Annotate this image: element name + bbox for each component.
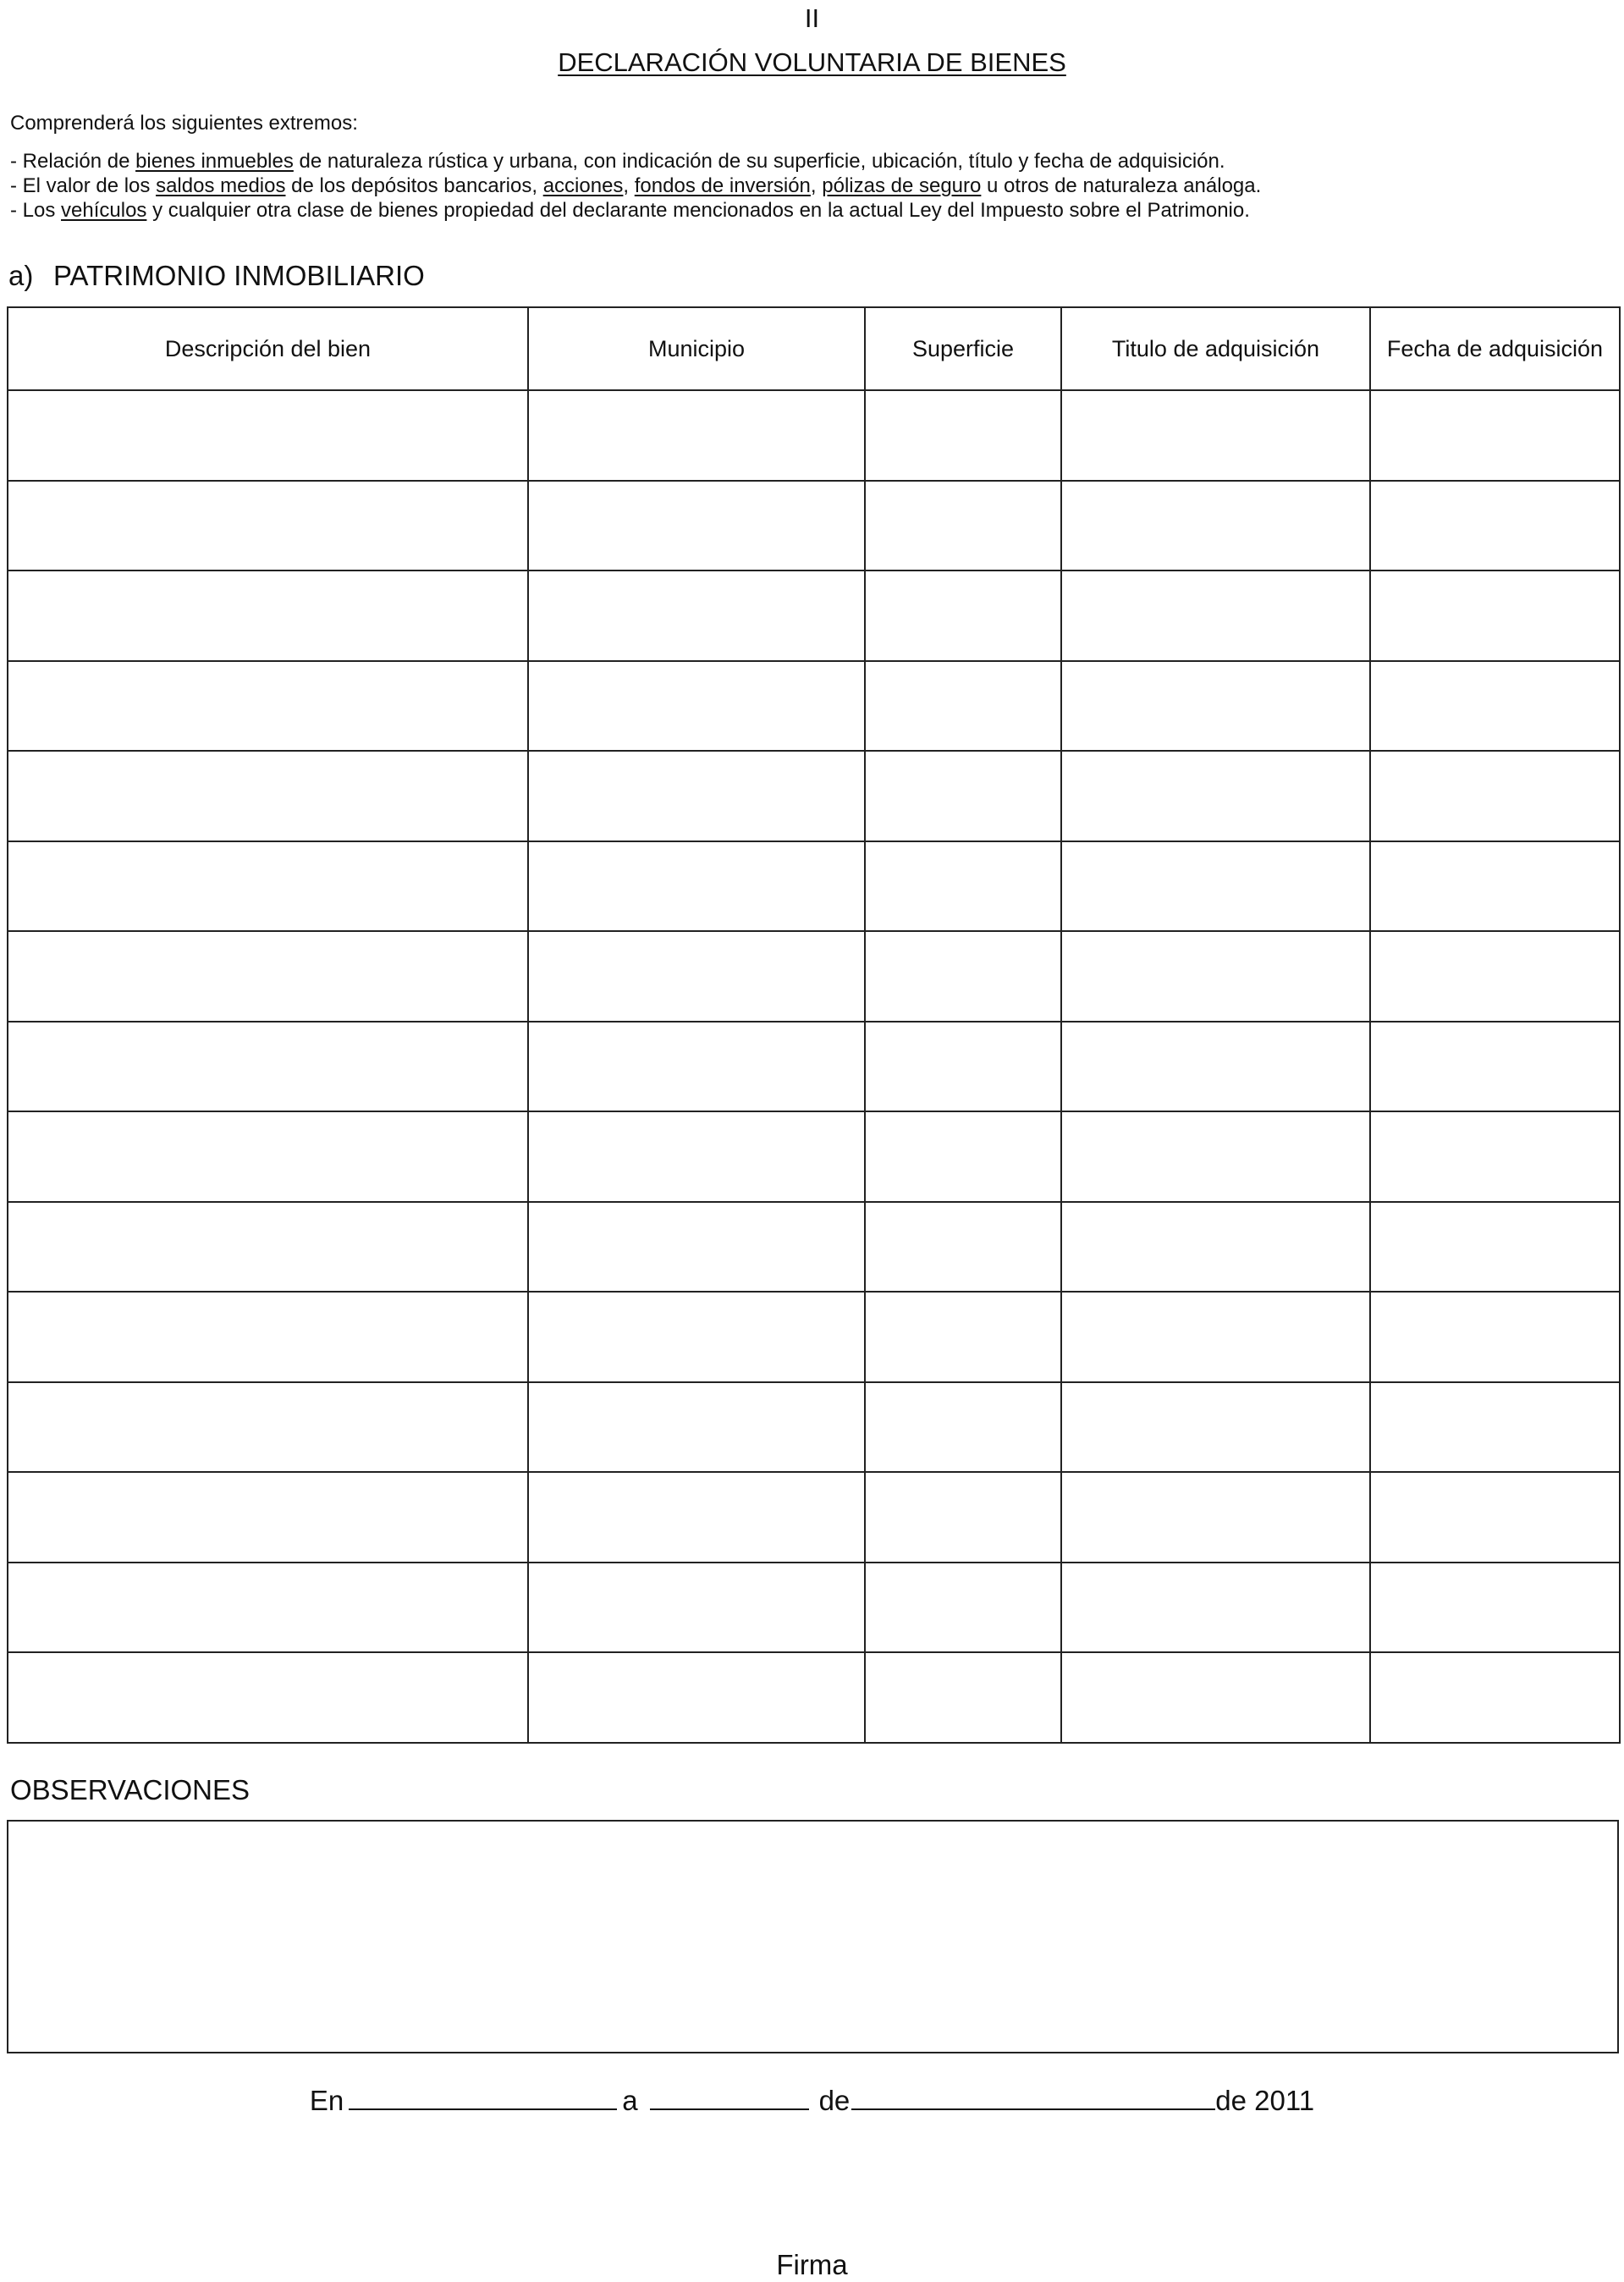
table-row <box>8 1022 1620 1112</box>
table-cell[interactable] <box>528 1472 865 1563</box>
table-cell[interactable] <box>1061 1202 1370 1293</box>
table-row <box>8 1382 1620 1473</box>
table-cell[interactable] <box>8 751 528 841</box>
form-title-text: DECLARACIÓN VOLUNTARIA DE BIENES <box>558 47 1066 77</box>
table-cell[interactable] <box>1370 1382 1620 1473</box>
table-cell[interactable] <box>1370 1652 1620 1743</box>
table-row <box>8 661 1620 752</box>
month-blank[interactable] <box>851 2085 1215 2110</box>
intro-text: Comprenderá los siguientes extremos: <box>10 112 358 135</box>
table-cell[interactable] <box>1061 1022 1370 1112</box>
table-cell[interactable] <box>1370 931 1620 1022</box>
signature-label: Firma <box>776 2249 848 2280</box>
table-cell[interactable] <box>8 1563 528 1653</box>
table-cell[interactable] <box>8 1292 528 1382</box>
table-cell[interactable] <box>528 931 865 1022</box>
real-estate-table <box>7 306 1621 1744</box>
text: de naturaleza rústica y urbana, con indicación de su superficie, ubicación, título y fecha de adquisición. <box>293 150 1225 173</box>
table-row <box>8 931 1620 1022</box>
table-cell[interactable] <box>1370 751 1620 841</box>
table-row <box>8 1111 1620 1202</box>
table-cell[interactable] <box>1061 1472 1370 1563</box>
observations-label: OBSERVACIONES <box>10 1774 250 1805</box>
table-cell[interactable] <box>1370 841 1620 932</box>
table-cell[interactable] <box>528 481 865 571</box>
table-cell[interactable] <box>1370 390 1620 481</box>
table-cell[interactable] <box>1061 1652 1370 1743</box>
observations-box[interactable] <box>7 1820 1619 2053</box>
table-row <box>8 1472 1620 1563</box>
table-cell[interactable] <box>865 1111 1061 1202</box>
table-cell[interactable] <box>8 1202 528 1293</box>
table-cell[interactable] <box>865 1563 1061 1653</box>
table-cell[interactable] <box>8 481 528 571</box>
table-cell[interactable] <box>1370 1111 1620 1202</box>
table-cell[interactable] <box>1061 931 1370 1022</box>
text: - Los <box>10 199 62 222</box>
table-cell[interactable] <box>8 931 528 1022</box>
table-cell[interactable] <box>528 1652 865 1743</box>
table-cell[interactable] <box>865 1652 1061 1743</box>
table-cell[interactable] <box>528 661 865 752</box>
table-cell[interactable] <box>865 570 1061 661</box>
table-cell[interactable] <box>528 841 865 932</box>
column-header-municipality: Municipio <box>528 307 865 390</box>
table-cell[interactable] <box>1061 841 1370 932</box>
table-cell[interactable] <box>528 1382 865 1473</box>
table-cell[interactable] <box>1370 481 1620 571</box>
table-cell[interactable] <box>1061 1111 1370 1202</box>
text: de los depósitos bancarios, <box>285 174 543 197</box>
table-cell[interactable] <box>8 1652 528 1743</box>
table-cell[interactable] <box>865 1472 1061 1563</box>
table-cell[interactable] <box>1370 1202 1620 1293</box>
table-cell[interactable] <box>1370 1292 1620 1382</box>
date-year-label: de 2011 <box>1215 2085 1315 2116</box>
table-cell[interactable] <box>1061 481 1370 571</box>
table-cell[interactable] <box>865 841 1061 932</box>
table-header-row <box>8 307 1620 390</box>
table-cell[interactable] <box>8 1472 528 1563</box>
table-cell[interactable] <box>1370 1472 1620 1563</box>
requirements-list <box>10 149 1261 223</box>
table-cell[interactable] <box>8 1111 528 1202</box>
date-a-label: a <box>622 2085 638 2116</box>
place-blank[interactable] <box>349 2085 617 2110</box>
table-cell[interactable] <box>1061 570 1370 661</box>
text: , <box>810 174 823 197</box>
table-cell[interactable] <box>865 661 1061 752</box>
column-header-acquisition-date: Fecha de adquisición <box>1370 307 1620 390</box>
table-cell[interactable] <box>1370 1022 1620 1112</box>
table-row <box>8 1202 1620 1293</box>
table-cell[interactable] <box>8 390 528 481</box>
table-cell[interactable] <box>1061 661 1370 752</box>
table-cell[interactable] <box>1061 390 1370 481</box>
table-cell[interactable] <box>1370 1563 1620 1653</box>
table-row <box>8 481 1620 571</box>
table-cell[interactable] <box>528 1202 865 1293</box>
table-cell[interactable] <box>1370 661 1620 752</box>
table-cell[interactable] <box>865 931 1061 1022</box>
underlined-term: acciones <box>542 174 624 197</box>
table-cell[interactable] <box>865 1382 1061 1473</box>
table-row <box>8 1292 1620 1382</box>
table-cell[interactable] <box>865 1202 1061 1293</box>
table-body <box>8 390 1620 1743</box>
table-cell[interactable] <box>8 1382 528 1473</box>
table-cell[interactable] <box>1061 1563 1370 1653</box>
table-row <box>8 390 1620 481</box>
table-cell[interactable] <box>528 1292 865 1382</box>
form-title <box>0 44 1624 81</box>
day-blank[interactable] <box>650 2085 809 2110</box>
table-cell[interactable] <box>8 661 528 752</box>
table-cell[interactable] <box>1061 1382 1370 1473</box>
underlined-term: vehículos <box>61 199 147 222</box>
table-cell[interactable] <box>865 751 1061 841</box>
table-row <box>8 570 1620 661</box>
underlined-term: fondos de inversión <box>634 174 811 197</box>
table-cell[interactable] <box>865 1022 1061 1112</box>
table-cell[interactable] <box>8 841 528 932</box>
table-cell[interactable] <box>1061 1292 1370 1382</box>
table-cell[interactable] <box>865 1292 1061 1382</box>
requirement-item-real-estate <box>10 149 1261 174</box>
table-cell[interactable] <box>528 751 865 841</box>
table-cell[interactable] <box>865 390 1061 481</box>
underlined-term: saldos medios <box>156 174 286 197</box>
table-row <box>8 751 1620 841</box>
requirement-item-vehicles <box>10 198 1261 223</box>
table-cell[interactable] <box>1061 751 1370 841</box>
section-title: PATRIMONIO INMOBILIARIO <box>53 260 425 291</box>
table-row <box>8 1563 1620 1653</box>
text: - El valor de los <box>10 174 157 197</box>
table-cell[interactable] <box>528 390 865 481</box>
table-cell[interactable] <box>528 570 865 661</box>
table-cell[interactable] <box>8 1022 528 1112</box>
text: u otros de naturaleza análoga. <box>981 174 1262 197</box>
date-de-label: de <box>818 2085 851 2116</box>
table-cell[interactable] <box>1370 570 1620 661</box>
column-header-acquisition-title: Titulo de adquisición <box>1061 307 1370 390</box>
requirement-item-financial <box>10 174 1261 198</box>
section-heading <box>8 258 425 294</box>
roman-numeral: II <box>804 3 820 33</box>
underlined-term: pólizas de seguro <box>822 174 982 197</box>
table-cell[interactable] <box>8 570 528 661</box>
table-cell[interactable] <box>865 481 1061 571</box>
underlined-term: bienes inmuebles <box>135 150 294 173</box>
text: - Relación de <box>10 150 136 173</box>
table-row <box>8 841 1620 932</box>
table-cell[interactable] <box>528 1022 865 1112</box>
table-cell[interactable] <box>528 1111 865 1202</box>
table-cell[interactable] <box>528 1563 865 1653</box>
section-letter: a) <box>8 260 34 291</box>
date-en-label: En <box>309 2085 344 2116</box>
table-row <box>8 1652 1620 1743</box>
text: y cualquier otra clase de bienes propiedad del declarante mencionados en la actual Ley del Impuesto sobre el Patrimonio. <box>146 199 1250 222</box>
date-line <box>0 2082 1624 2119</box>
column-header-description: Descripción del bien <box>8 307 528 390</box>
column-header-surface: Superficie <box>865 307 1061 390</box>
text: , <box>623 174 635 197</box>
